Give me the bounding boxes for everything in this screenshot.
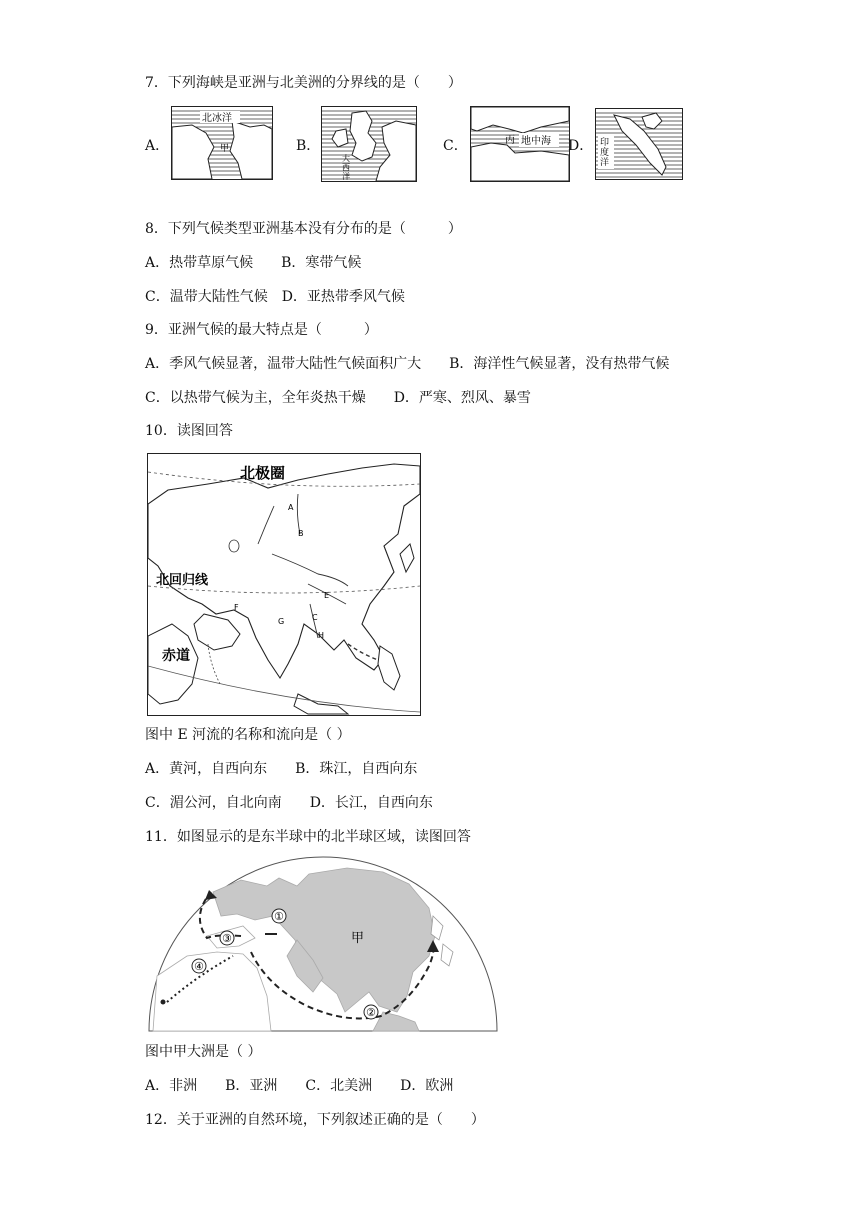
q11-options-line-1: A．非洲 B．亚洲 C．北美洲 D．欧洲 [145, 1078, 454, 1094]
q10-point-c: C [312, 613, 318, 622]
q11-stem: 11．如图显示的是东半球中的北半球区域，读图回答 [145, 829, 471, 845]
q11-route-2: ② [366, 1006, 376, 1019]
q10-asia-map [147, 453, 421, 716]
q7-label-b: B． [296, 138, 321, 154]
q10-point-e: E [324, 591, 330, 600]
q10-label-tropic: 北回归线 [156, 573, 209, 588]
q10-point-f: F [234, 603, 239, 612]
q8-stem: 8．下列气候类型亚洲基本没有分布的是（ ） [145, 221, 462, 237]
q7-map-d-label-1: 印 [600, 138, 610, 148]
q8-options-line-1: A．热带草原气候 B．寒带气候 [145, 255, 362, 271]
q7-stem: 7．下列海峡是亚洲与北美洲的分界线的是（ ） [145, 75, 462, 91]
q7-label-d: D． [568, 138, 594, 154]
q10-question: 图中 E 河流的名称和流向是（ ） [145, 727, 351, 743]
q7-map-a [171, 106, 273, 180]
q9-options-line-2: C．以热带气候为主，全年炎热干燥 D．严寒、烈风、暴雪 [145, 390, 531, 406]
q7-label-c: C． [443, 138, 468, 154]
q11-route-1: ① [274, 910, 284, 923]
q10-label-equator: 赤道 [162, 648, 190, 664]
q10-options-line-1: A．黄河，自西向东 B．珠江，自西向东 [145, 761, 418, 777]
q10-label-arctic-circle: 北极圈 [240, 464, 286, 482]
q10-options-line-2: C．湄公河，自北向南 D．长江，自西向东 [145, 795, 433, 811]
q7-map-d-label-2: 度 [600, 148, 610, 158]
q10-point-a: A [288, 503, 294, 512]
q7-map-b-label-2: 西 [342, 163, 350, 172]
q9-stem: 9．亚洲气候的最大特点是（ ） [145, 322, 378, 338]
q11-hemisphere-map [147, 856, 499, 1032]
q11-route-4: ④ [194, 960, 204, 973]
q10-point-g: G [278, 617, 285, 626]
q7-map-b-label-1: 大 [342, 154, 350, 163]
q11-route-3: ③ [222, 932, 232, 945]
q8-options-line-2: C．温带大陆性气候 D．亚热带季风气候 [145, 289, 405, 305]
q7-map-c-label-sea: 地中海 [521, 136, 551, 147]
q7-map-a-label-jia: 甲 [220, 144, 230, 154]
q10-stem: 10．读图回答 [145, 423, 233, 439]
q7-map-b-label-3: 洋 [342, 172, 350, 181]
q7-map-c [470, 106, 570, 182]
q11-continent-label: 甲 [351, 931, 365, 946]
q9-options-line-1: A．季风气候显著，温带大陆性气候面积广大 B．海洋性气候显著，没有热带气候 [145, 356, 670, 372]
q7-map-d [595, 108, 683, 180]
q7-map-d-label-3: 洋 [600, 158, 610, 168]
q12-stem: 12．关于亚洲的自然环境，下列叙述正确的是（ ） [145, 1112, 485, 1128]
q7-map-b [321, 106, 417, 182]
q7-map-a-label-ocean: 北冰洋 [202, 113, 232, 124]
q10-point-h: H [318, 631, 325, 640]
q10-point-b: B [298, 529, 304, 538]
q7-label-a: A． [145, 138, 170, 154]
q11-question: 图中甲大洲是（ ） [145, 1044, 262, 1060]
q7-map-c-label-bing: 丙 [505, 135, 515, 146]
